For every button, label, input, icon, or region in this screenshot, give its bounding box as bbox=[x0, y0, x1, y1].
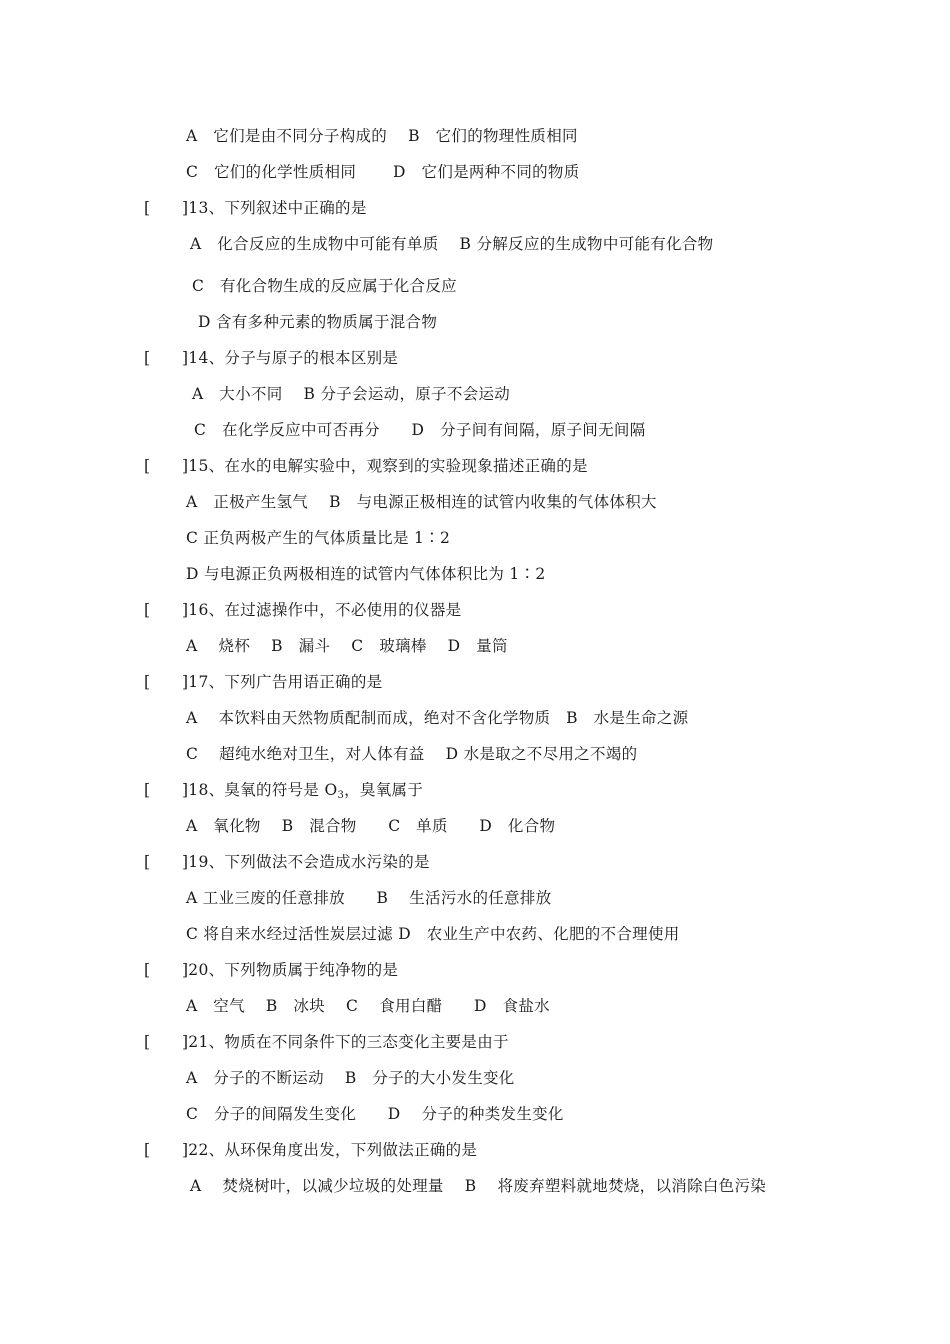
q17-stem: [ ]17、下列广告用语正确的是 bbox=[144, 673, 383, 691]
q12-options-ab: A 它们是由不同分子构成的 B 它们的物理性质相同 bbox=[186, 127, 578, 145]
q13-options-ab: A 化合反应的生成物中可能有单质 B 分解反应的生成物中可能有化合物 bbox=[190, 235, 714, 253]
q13-option-d: D 含有多种元素的物质属于混合物 bbox=[198, 313, 438, 331]
q14-options-cd: C 在化学反应中可否再分 D 分子间有间隔，原子间无间隔 bbox=[194, 421, 646, 439]
q18-stem-text: [ ]18、臭氧的符号是 O bbox=[144, 781, 338, 799]
q20-options: A 空气 B 冰块 C 食用白醋 D 食盐水 bbox=[186, 997, 550, 1015]
q13-stem: [ ]13、下列叙述中正确的是 bbox=[144, 199, 367, 217]
q18-stem bbox=[144, 779, 423, 807]
q19-options-cd: C 将自来水经过活性炭层过滤 D 农业生产中农药、化肥的不合理使用 bbox=[186, 925, 680, 943]
q19-options-ab: A 工业三废的任意排放 B 生活污水的任意排放 bbox=[186, 889, 552, 907]
q22-options-ab: A 焚烧树叶，以减少垃圾的处理量 B 将废弃塑料就地焚烧，以消除白色污染 bbox=[190, 1177, 767, 1195]
q22-stem: [ ]22、从环保角度出发，下列做法正确的是 bbox=[144, 1141, 478, 1159]
q20-stem: [ ]20、下列物质属于纯净物的是 bbox=[144, 961, 399, 979]
q15-options-ab: A 正极产生氢气 B 与电源正极相连的试管内收集的气体体积大 bbox=[186, 493, 657, 511]
q15-option-d: D 与电源正负两极相连的试管内气体体积比为 1∶2 bbox=[186, 565, 546, 583]
q21-options-cd: C 分子的间隔发生变化 D 分子的种类发生变化 bbox=[186, 1105, 564, 1123]
q21-stem: [ ]21、物质在不同条件下的三态变化主要是由于 bbox=[144, 1033, 509, 1051]
q18-options: A 氧化物 B 混合物 C 单质 D 化合物 bbox=[186, 817, 556, 835]
q13-option-c: C 有化合物生成的反应属于化合反应 bbox=[192, 277, 457, 295]
q15-stem: [ ]15、在水的电解实验中，观察到的实验现象描述正确的是 bbox=[144, 457, 588, 475]
q18-stem-tail: ，臭氧属于 bbox=[344, 781, 424, 799]
q21-options-ab: A 分子的不断运动 B 分子的大小发生变化 bbox=[186, 1069, 515, 1087]
q16-stem: [ ]16、在过滤操作中，不必使用的仪器是 bbox=[144, 601, 462, 619]
q19-stem: [ ]19、下列做法不会造成水污染的是 bbox=[144, 853, 430, 871]
ozone-subscript: 3 bbox=[337, 790, 345, 801]
q12-options-cd: C 它们的化学性质相同 D 它们是两种不同的物质 bbox=[186, 163, 580, 181]
q17-options-cd: C 超纯水绝对卫生，对人体有益 D 水是取之不尽用之不竭的 bbox=[186, 745, 638, 763]
q16-options: A 烧杯 B 漏斗 C 玻璃棒 D 量筒 bbox=[186, 637, 508, 655]
q14-options-ab: A 大小不同 B 分子会运动，原子不会运动 bbox=[192, 385, 511, 403]
q17-options-ab: A 本饮料由天然物质配制而成，绝对不含化学物质 B 水是生命之源 bbox=[186, 709, 689, 727]
q15-option-c: C 正负两极产生的气体质量比是 1∶2 bbox=[186, 529, 451, 547]
q14-stem: [ ]14、分子与原子的根本区别是 bbox=[144, 349, 399, 367]
